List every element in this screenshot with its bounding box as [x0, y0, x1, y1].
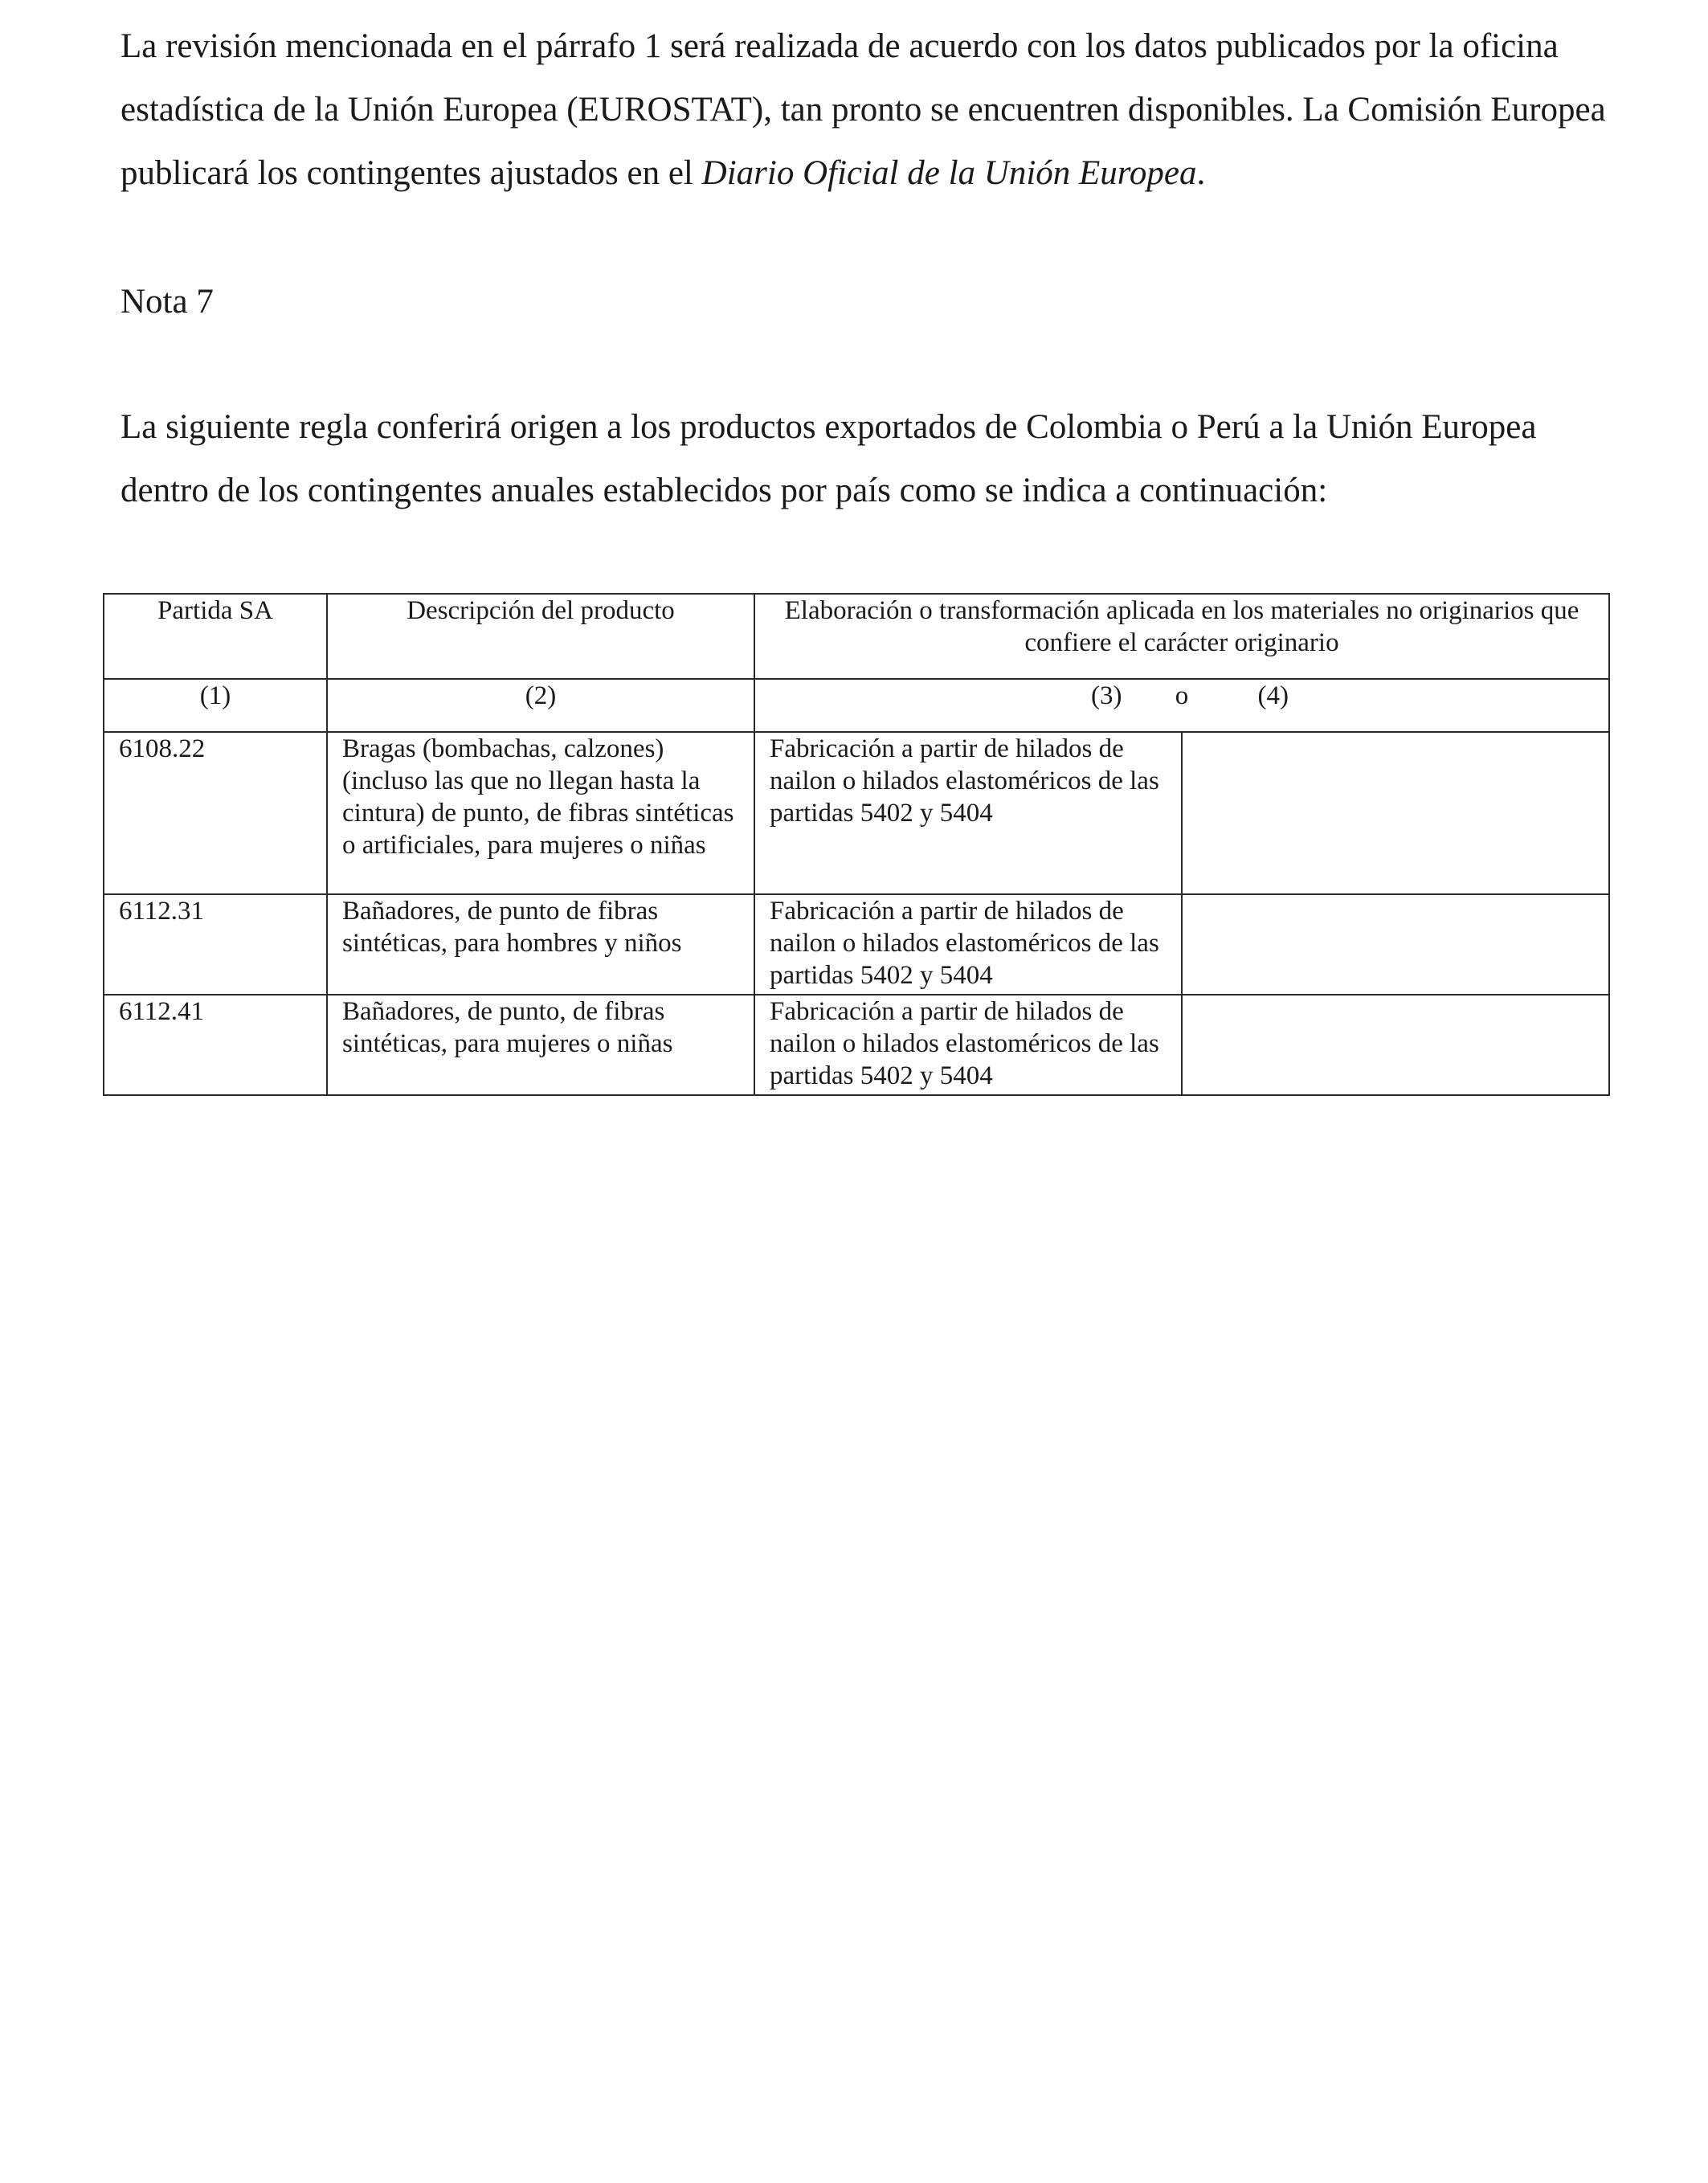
table-row [104, 995, 1609, 1095]
official-journal-title: Diario Oficial de la Unión Europea [701, 154, 1197, 192]
row-hs-code: 6108.22 [104, 732, 327, 894]
row-hs-code: 6112.31 [104, 894, 327, 995]
table-column-numbers-row [104, 679, 1609, 732]
row-description: Bañadores, de punto, de fibras sintéticas, para mujeres o niñas [327, 995, 754, 1095]
row-rule-4 [1182, 894, 1609, 995]
header-hs-heading: Partida SA [104, 594, 327, 679]
row-description: Bañadores, de punto de fibras sintéticas, para hombres y niños [327, 894, 754, 995]
column-number-1: (1) [104, 679, 327, 732]
row-rule-3: Fabricación a partir de hilados de nailon o hilados elastoméricos de las partidas 5402 y 5404 [754, 995, 1182, 1095]
row-rule-4 [1182, 732, 1609, 894]
column-number-4: (4) [1257, 681, 1289, 710]
table-row [104, 732, 1609, 894]
rule-intro-paragraph: La siguiente regla conferirá origen a los productos exportados de Colombia o Perú a la Unión Europea dentro de los contingentes anuales establecidos por país como se indica a continuación: [121, 408, 1537, 509]
row-hs-code: 6112.41 [104, 995, 327, 1095]
column-or-label: o [1175, 681, 1189, 710]
row-rule-4 [1182, 995, 1609, 1095]
row-rule-3: Fabricación a partir de hilados de nailon o hilados elastoméricos de las partidas 5402 y 5404 [754, 894, 1182, 995]
header-product-description: Descripción del producto [327, 594, 754, 679]
row-rule-3: Fabricación a partir de hilados de nailon o hilados elastoméricos de las partidas 5402 y 5404 [754, 732, 1182, 894]
column-number-3: (3) [1091, 681, 1122, 710]
row-description: Bragas (bombachas, calzones) (incluso las que no llegan hasta la cintura) de punto, de fibras sintéticas o artificiales, para mujeres o niñas [327, 732, 754, 894]
table-row [104, 894, 1609, 995]
note-heading: Nota 7 [121, 283, 214, 321]
revision-text-end: . [1196, 154, 1206, 192]
revision-text: La revisión mencionada en el párrafo 1 será realizada de acuerdo con los datos publicados por la oficina estadística de la Unión Europea (EUROSTAT), tan pronto se encuentren disponibles. La Comisión Europea publicará los contingentes ajustados en el [121, 27, 1606, 192]
origin-rules-table [103, 593, 1610, 1096]
column-number-2: (2) [327, 679, 754, 732]
revision-paragraph [121, 14, 1631, 205]
column-number-3-4 [754, 679, 1609, 732]
header-processing-rule: Elaboración o transformación aplicada en los materiales no originarios que confiere el carácter originario [754, 594, 1609, 679]
table-header-row [104, 594, 1609, 679]
